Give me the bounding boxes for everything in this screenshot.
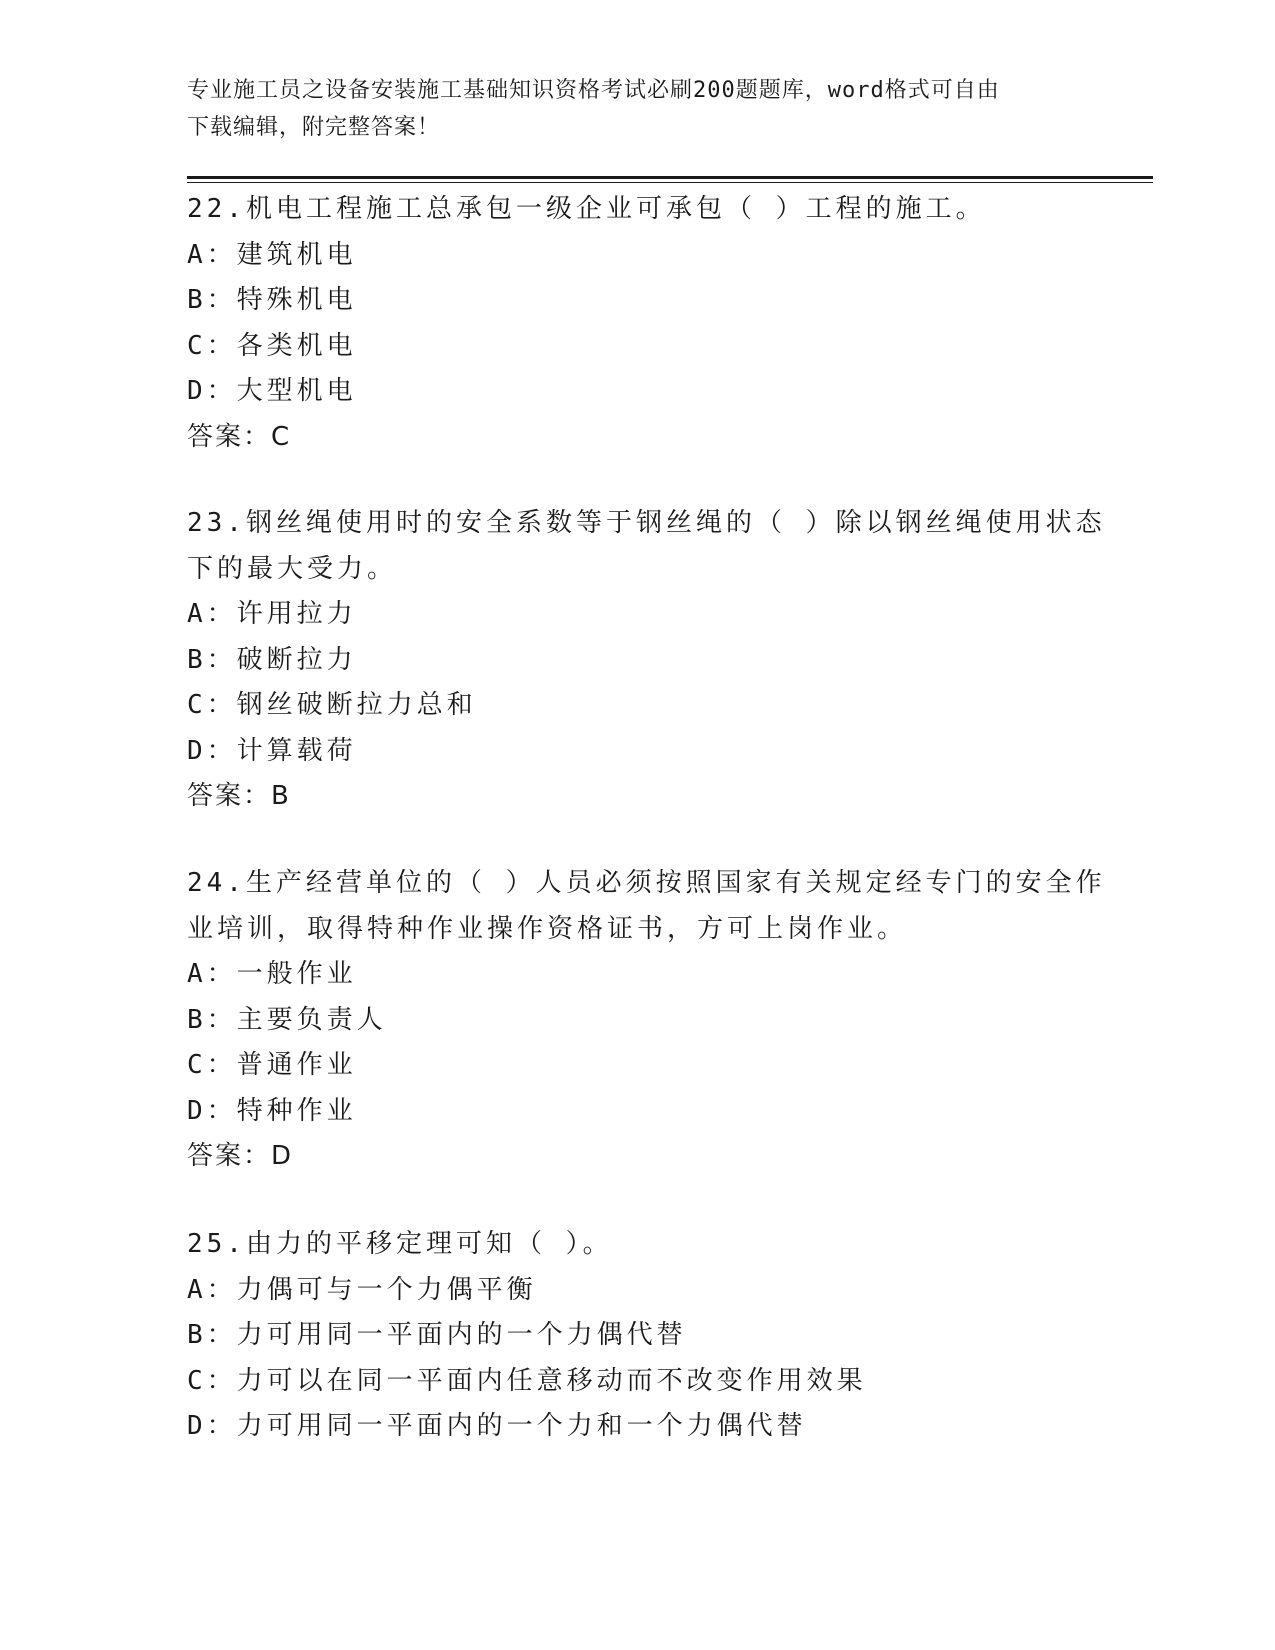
option-c: C：力可以在同一平面内任意移动而不改变作用效果 [187, 1365, 867, 1396]
question-text-line: 25.由力的平移定理可知（ ）。 [187, 1229, 613, 1259]
question-text-line: 23.钢丝绳使用时的安全系数等于钢丝绳的（ ）除以钢丝绳使用状态 [187, 508, 1106, 538]
option-d: D：计算载荷 [187, 735, 357, 766]
option-d: D：大型机电 [187, 376, 357, 406]
question-text [187, 1222, 1087, 1268]
answer: 答案：D [187, 1141, 294, 1171]
option-b: B：力可用同一平面内的一个力偶代替 [187, 1320, 687, 1350]
answer: 答案：B [187, 781, 291, 811]
option-c: C：普通作业 [187, 1050, 357, 1080]
option-a: A：力偶可与一个力偶平衡 [187, 1274, 537, 1305]
option-c: C：各类机电 [187, 330, 357, 361]
option-d: D：力可用同一平面内的一个力和一个力偶代替 [187, 1411, 807, 1441]
option-b: B：主要负责人 [187, 1004, 387, 1035]
option-a: A：许用拉力 [187, 599, 357, 629]
question-text [187, 501, 1106, 592]
answer: 答案：C [187, 421, 292, 452]
question-24 [187, 861, 1106, 1180]
header-divider-thin [187, 182, 1153, 183]
question-text [187, 861, 1106, 952]
option-d: D：特种作业 [187, 1095, 357, 1126]
question-text-line: 业培训，取得特种作业操作资格证书，方可上岗作业。 [187, 913, 908, 944]
document-header [187, 72, 1087, 146]
option-b: B：破断拉力 [187, 644, 357, 675]
option-a: A：一般作业 [187, 959, 357, 989]
option-b: B：特殊机电 [187, 285, 357, 315]
question-text-line: 22.机电工程施工总承包一级企业可承包（ ）工程的施工。 [187, 194, 986, 224]
header-line: 专业施工员之设备安装施工基础知识资格考试必刷200题题库，word格式可自由 [187, 78, 1000, 103]
option-a: A：建筑机电 [187, 239, 357, 270]
question-text-line: 下的最大受力。 [187, 553, 398, 584]
header-divider-thick [187, 176, 1153, 179]
option-c: C：钢丝破断拉力总和 [187, 690, 477, 720]
question-text [187, 187, 1087, 233]
question-22 [187, 187, 1087, 460]
header-line: 下载编辑，附完整答案！ [187, 115, 441, 140]
question-25 [187, 1222, 1087, 1450]
question-text-line: 24.生产经营单位的（ ）人员必须按照国家有关规定经专门的安全作 [187, 868, 1106, 898]
question-23 [187, 501, 1106, 820]
